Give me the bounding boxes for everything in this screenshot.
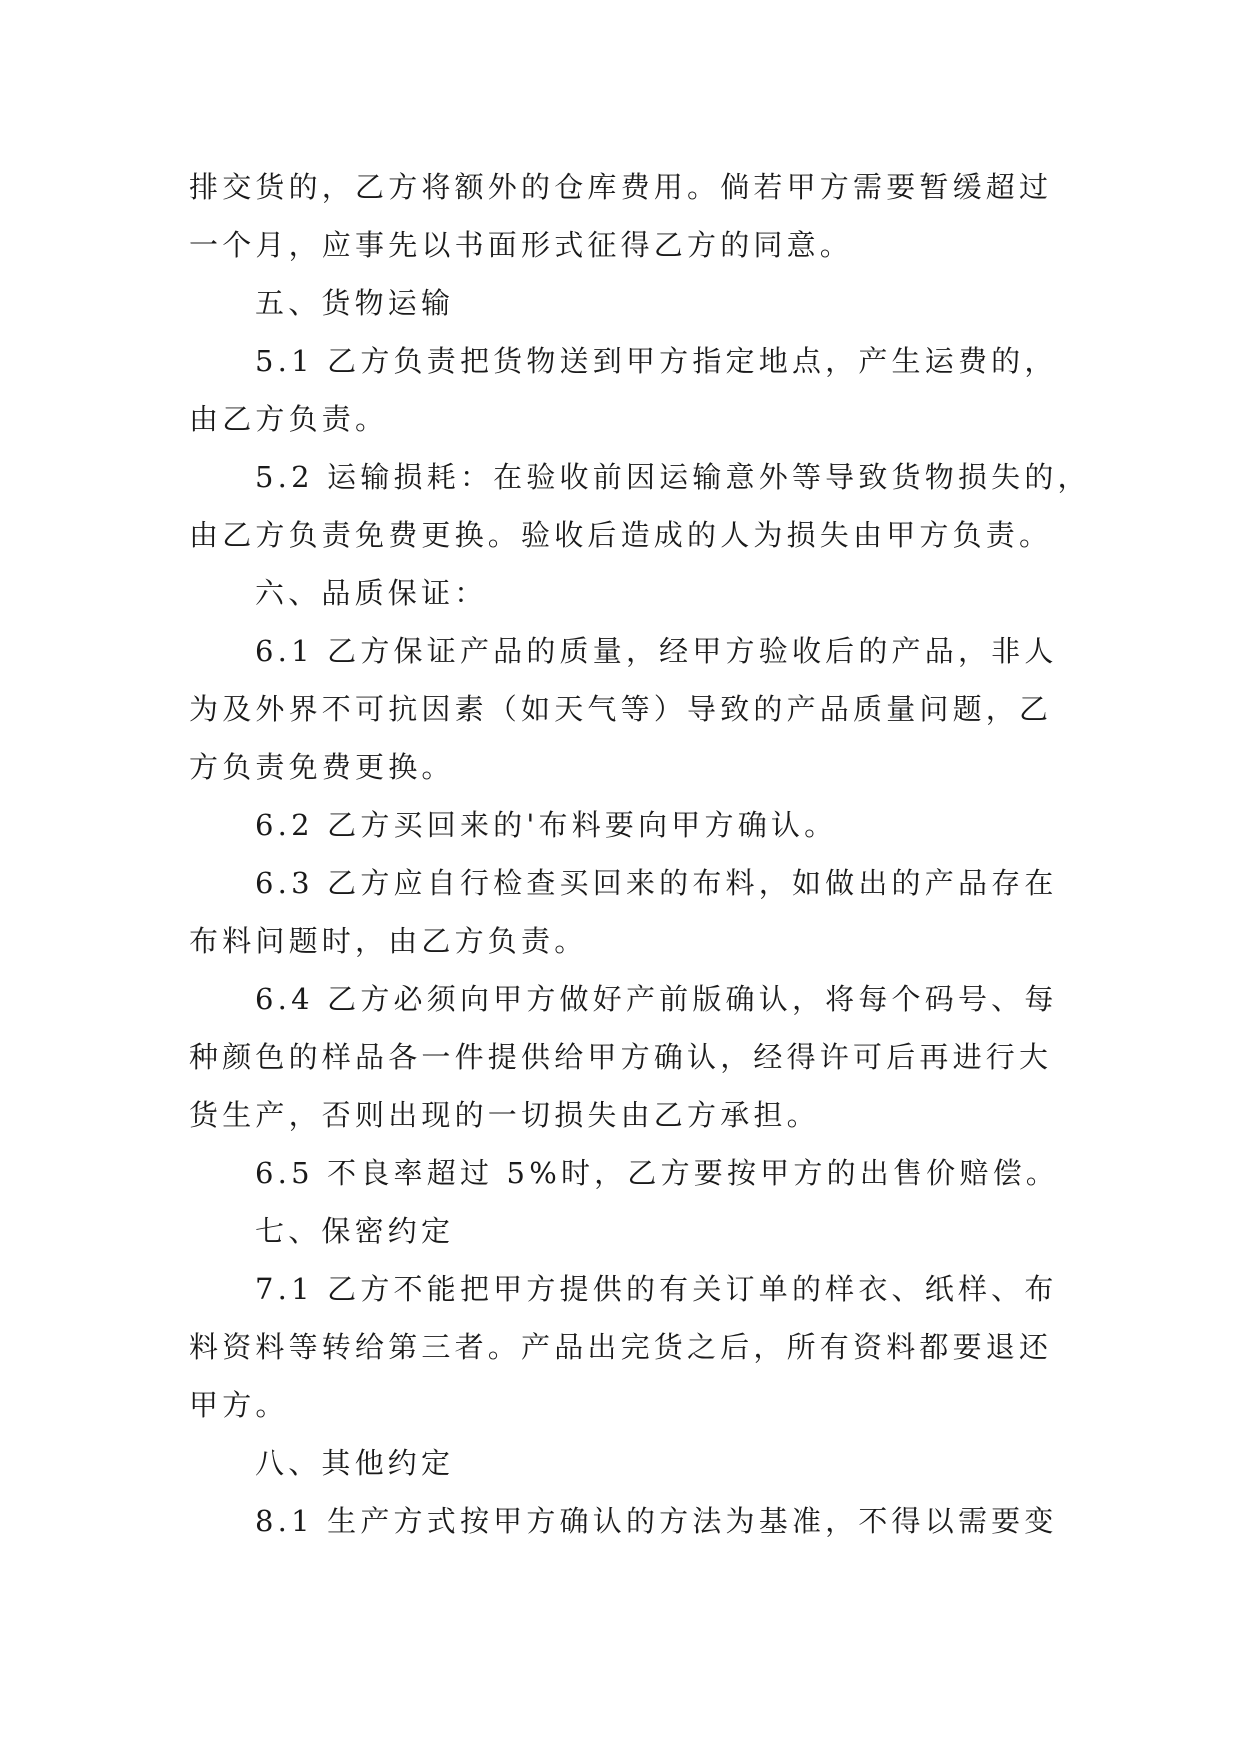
clause-text: 6.2 乙方买回来的'布料要向甲方确认。	[255, 808, 838, 842]
section-heading: 八、其他约定	[255, 1446, 455, 1480]
text-line: 一个月，应事先以书面形式征得乙方的同意。	[189, 228, 854, 262]
clause-text: 7.1 乙方不能把甲方提供的有关订单的样衣、纸样、布	[255, 1272, 1058, 1306]
text-line: 由乙方负责。	[189, 402, 389, 436]
section-heading: 五、货物运输	[255, 286, 455, 320]
text-line: 料资料等转给第三者。产品出完货之后，所有资料都要退还	[189, 1330, 1053, 1364]
text-line: 甲方。	[189, 1388, 289, 1422]
clause-text: 5.1 乙方负责把货物送到甲方指定地点，产生运费的，	[255, 344, 1058, 378]
text-line: 货生产，否则出现的一切损失由乙方承担。	[189, 1098, 820, 1132]
clause-text: 6.4 乙方必须向甲方做好产前版确认，将每个码号、每	[255, 982, 1058, 1016]
clause-text: 8.1 生产方式按甲方确认的方法为基准，不得以需要变	[255, 1504, 1058, 1538]
text-line: 方负责免费更换。	[189, 750, 455, 784]
text-line: 种颜色的样品各一件提供给甲方确认，经得许可后再进行大	[189, 1040, 1053, 1074]
text-line: 为及外界不可抗因素（如天气等）导致的产品质量问题，乙	[189, 692, 1053, 726]
text-line: 排交货的，乙方将额外的仓库费用。倘若甲方需要暂缓超过	[189, 170, 1053, 204]
section-heading: 七、保密约定	[255, 1214, 455, 1248]
clause-text: 6.5 不良率超过 5%时，乙方要按甲方的出售价赔偿。	[255, 1156, 1059, 1190]
clause-text: 5.2 运输损耗：在验收前因运输意外等导致货物损失的，	[255, 460, 1091, 494]
clause-text: 6.3 乙方应自行检查买回来的布料，如做出的产品存在	[255, 866, 1058, 900]
text-line: 布料问题时，由乙方负责。	[189, 924, 588, 958]
clause-text: 6.1 乙方保证产品的质量，经甲方验收后的产品，非人	[255, 634, 1058, 668]
text-line: 由乙方负责免费更换。验收后造成的人为损失由甲方负责。	[189, 518, 1053, 552]
document-page	[189, 158, 1091, 1550]
section-heading: 六、品质保证：	[255, 576, 488, 610]
